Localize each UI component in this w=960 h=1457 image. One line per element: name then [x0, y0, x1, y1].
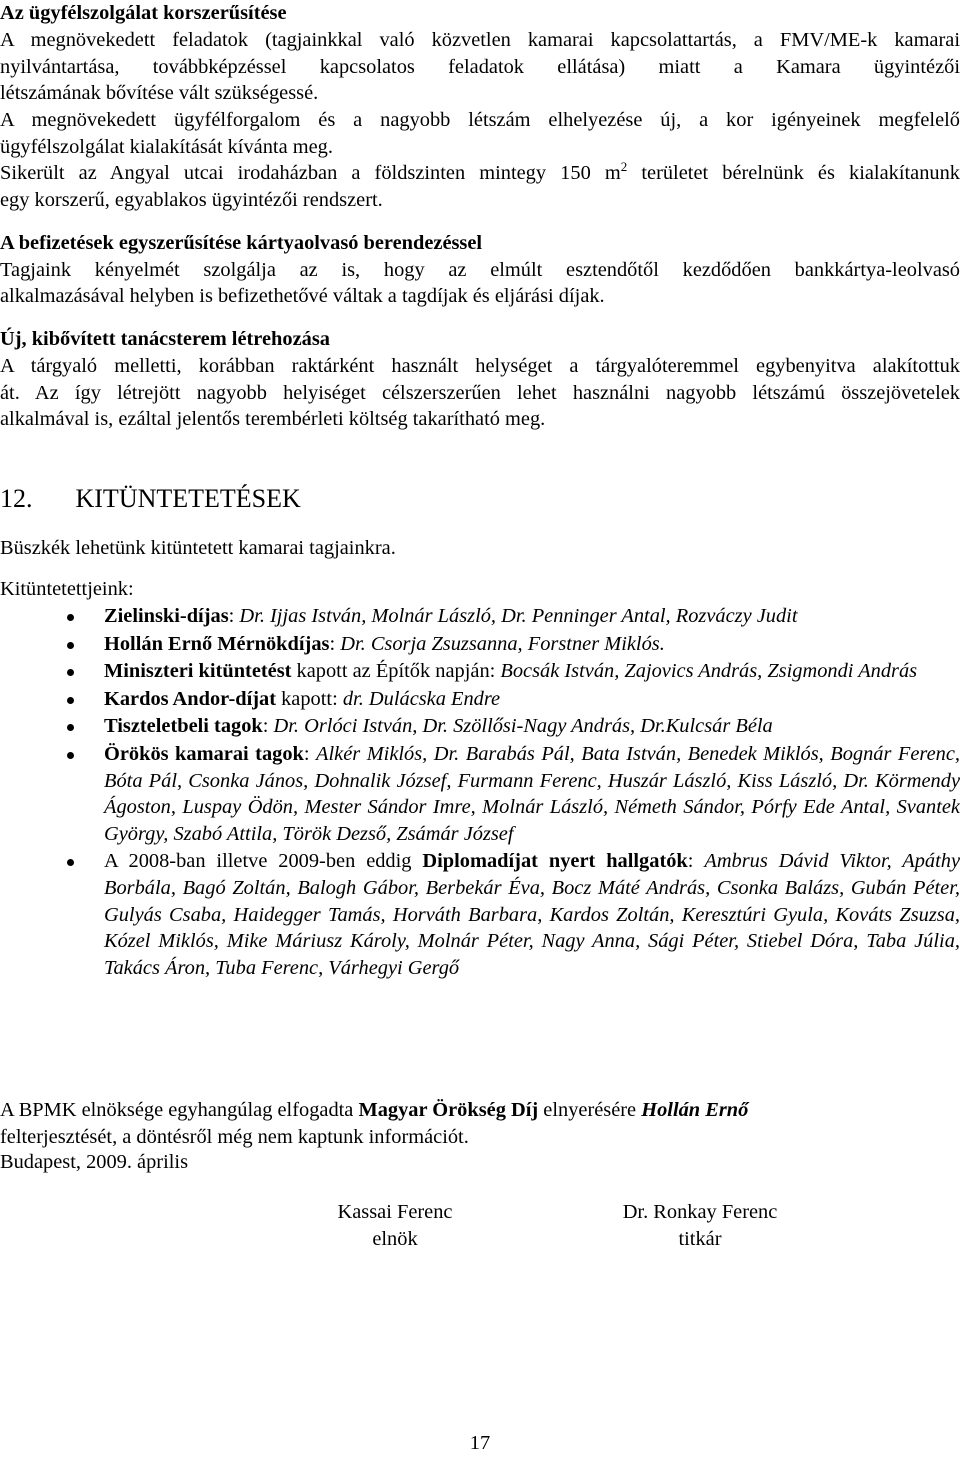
awardees: dr. Dulácska Endre — [342, 687, 501, 710]
text-span: felterjesztését, a döntésről még nem kaptunk információt. — [0, 1125, 469, 1148]
bullet-dot — [67, 614, 74, 621]
text-span: területet bérelnünk és kialakítanunk — [627, 162, 960, 184]
paragraph-line: létszámának bővítése vált szükségessé. — [0, 82, 319, 104]
intro-text: Büszkék lehetünk kitüntetett kamarai tagjainkra. — [0, 537, 396, 559]
list-item — [0, 741, 960, 847]
award-name: Magyar Örökség Díj — [358, 1099, 539, 1121]
text-span: kapott az Építők napján: — [291, 660, 501, 683]
chapter-heading — [0, 484, 960, 514]
awardees: Dr. Orlóci István, Dr. Szöllősi-Nagy András, Dr.Kulcsár Béla — [273, 715, 773, 738]
paragraph-line: nyilvántartása, továbbképzéssel kapcsolatos feladatok ellátása) miatt a Kamara ügyintézői — [0, 56, 960, 78]
text-span: : — [228, 605, 240, 627]
list-item — [0, 848, 960, 981]
chapter-number: 12. — [0, 484, 33, 513]
bullet-dot — [67, 724, 74, 731]
award-name: Tiszteletbeli tagok — [104, 715, 263, 738]
awardees: Ambrus Dávid Viktor, Apáthy Borbála, Bagó Zoltán, Balogh Gábor, Berbekár Éva, Bocz Máté András, Csonka Balázs, Gubán Péter, Gulyás Csaba, Haidegger Tamás, Horváth Barbara, Kardos Zoltán, Keresztúri Gyula, Kováts Zsuzsa, Kózel Miklós, Mike Máriusz Károly, Molnár Péter, Nagy Anna, Sági Péter, Stiebel Dóra, Taba Júlia, Takács Áron, Tuba Ferenc, Várhegyi Gergő — [104, 850, 960, 979]
paragraph-line: Tagjaink kényelmét szolgálja az is, hogy az elmúlt esztendőtől kezdődően bankkártya-leolvasó — [0, 259, 960, 281]
awards-list — [0, 603, 960, 982]
signatory-role: elnök — [372, 1227, 418, 1250]
kituntetettjeink-label: Kitüntetettjeink: — [0, 578, 134, 600]
list-item — [0, 686, 960, 713]
award-name: Örökös kamarai tagok — [104, 742, 304, 765]
award-name: Diplomadíjat nyert hallgatók — [422, 850, 688, 873]
superscript: 2 — [620, 159, 628, 175]
section-title-tanacsterem: Új, kibővített tanácsterem létrehozása — [0, 328, 330, 350]
awardees: Dr. Ijjas István, Molnár László, Dr. Penninger Antal, Rozváczy Judit — [239, 605, 798, 627]
award-name: Miniszteri kitüntetést — [104, 660, 292, 683]
paragraph-line: A megnövekedett ügyfélforgalom és a nagyobb létszám elhelyezése új, a kor igényeinek megfelelő — [0, 109, 960, 131]
text-span: Sikerült az Angyal utcai irodaházban a földszinten mintegy 150 m — [0, 162, 621, 184]
signatory-name: Kassai Ferenc — [337, 1201, 453, 1223]
signature-secretary — [595, 1199, 805, 1252]
text-span: A 2008-ban illetve 2009-ben eddig — [104, 850, 423, 873]
place-date: Budapest, 2009. április — [0, 1151, 189, 1173]
bullet-dot — [67, 859, 74, 866]
text-span: A BPMK elnöksége egyhangúlag elfogadta — [0, 1099, 359, 1121]
text-span: : — [329, 632, 341, 655]
awardees: Dr. Csorja Zsuzsanna, Forstner Miklós. — [340, 632, 665, 655]
bullet-dot — [67, 642, 74, 649]
bullet-dot — [67, 669, 74, 676]
text-span: : — [687, 850, 705, 873]
signature-president — [310, 1199, 480, 1252]
nominee-name: Hollán Ernő — [641, 1099, 749, 1121]
paragraph-line: alkalmával is, ezáltal jelentős terembérleti költség takarítható meg. — [0, 408, 546, 430]
paragraph-line: A tárgyaló melletti, korábban raktárként használt helységet a tárgyalóteremmel egybenyitva alakítottuk — [0, 355, 960, 377]
award-name: Kardos Andor-díjat — [104, 687, 277, 710]
section-title-ugyfelszolgalat: Az ügyfélszolgálat korszerűsítése — [0, 2, 287, 24]
signatory-role: titkár — [678, 1227, 722, 1250]
list-item — [0, 631, 960, 658]
page-number: 17 — [469, 1432, 491, 1454]
paragraph-line: ügyfélszolgálat kialakítását kívánta meg. — [0, 136, 333, 158]
award-name: Hollán Ernő Mérnökdíjas — [104, 632, 330, 655]
award-name: Zielinski-díjas — [104, 605, 229, 627]
list-item — [0, 603, 960, 630]
text-span: elnyerésére — [538, 1099, 642, 1121]
awardees: Alkér Miklós, Dr. Barabás Pál, Bata István, Benedek Miklós, Bognár Ferenc, Bóta Pál, Csonka János, Dohnalik József, Furmann Ferenc, Huszár László, Kiss László, Dr. Körmendy Ágoston, Luspay Ödön, Mester Sándor Imre, Molnár László, Németh Sándor, Pórfy Ede Antal, Svantek György, Szabó Attila, Török Dezső, Zsámár József — [104, 742, 960, 845]
magyar-orokseg-paragraph — [0, 1097, 960, 1150]
paragraph-line: egy korszerű, egyablakos ügyintézői rendszert. — [0, 189, 383, 211]
signatory-name: Dr. Ronkay Ferenc — [622, 1201, 778, 1223]
awardees: Bocsák István, Zajovics András, Zsigmondi András — [500, 660, 918, 683]
section-title-befizetesek: A befizetések egyszerűsítése kártyaolvasó berendezéssel — [0, 232, 483, 254]
paragraph-line-with-superscript — [0, 160, 960, 187]
bullet-dot — [67, 697, 74, 704]
text-span: : — [262, 715, 274, 738]
text-span: : — [303, 742, 317, 765]
bullet-dot — [67, 752, 74, 759]
paragraph-line: át. Az így létrejött nagyobb helyiséget célszerszerűen lehet használni nagyobb létszámú összejövetelek — [0, 382, 960, 404]
list-item — [0, 713, 960, 740]
paragraph-line: A megnövekedett feladatok (tagjainkkal való közvetlen kamarai kapcsolattartás, a FMV/ME-k kamarai — [0, 29, 960, 51]
text-span: kapott: — [276, 687, 343, 710]
chapter-title: KITÜNTETETÉSEK — [75, 484, 301, 513]
paragraph-line: alkalmazásával helyben is befizethetővé váltak a tagdíjak és eljárási díjak. — [0, 285, 605, 307]
list-item — [0, 658, 960, 685]
